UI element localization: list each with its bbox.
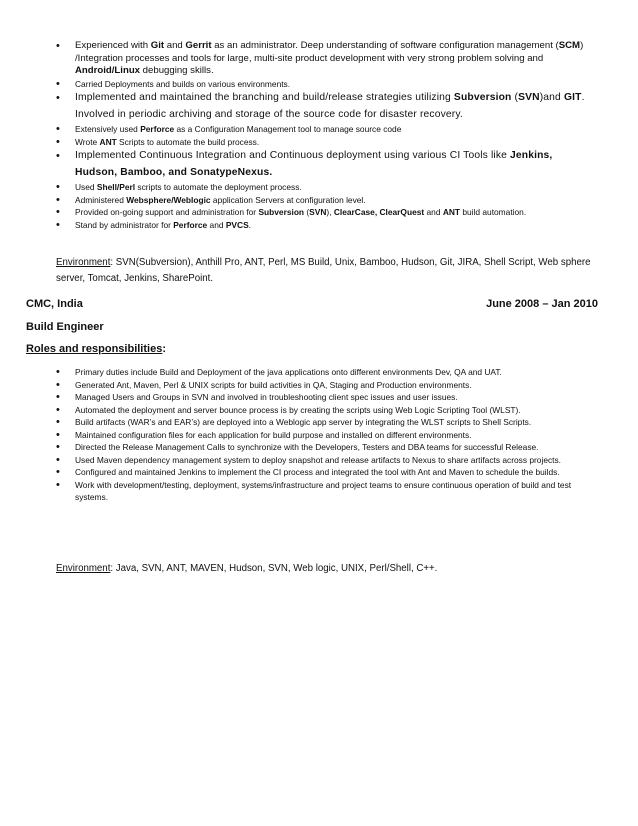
bullet-item — [56, 90, 590, 123]
bullet-text-segment: Subversion — [258, 207, 305, 218]
bullet-text-segment: Subversion — [453, 92, 512, 104]
bullet-text-segment: . — [248, 219, 251, 230]
experience-bullet-list-2 — [56, 366, 606, 504]
bullet-text: Build artifacts (WAR’s and EAR’s) are deployed into a Weblogic app server by integrating the WLST scripts to Shell Scripts. — [75, 417, 532, 427]
bullet-item — [56, 454, 606, 467]
environment-text: : SVN(Subversion), Anthill Pro, ANT, Perl, MS Build, Unix, Bamboo, Hudson, Git, JIRA, Shell Script, Web sphere server, Tomcat, Jenkins, SharePoint. — [56, 257, 591, 285]
roles-heading-label: Roles and responsibilities — [26, 343, 163, 355]
bullet-item — [56, 123, 590, 136]
company-name: CMC, India — [26, 298, 83, 310]
bullet-text: Generated Ant, Maven, Perl & UNIX scripts for build activities in QA, Staging and Production environments. — [75, 379, 472, 390]
bullet-text-segment: Android/Linux — [75, 65, 141, 77]
bullet-item — [56, 181, 590, 194]
bullet-item — [56, 466, 606, 479]
bullet-text-segment: Extensively used — [75, 124, 141, 135]
bullet-text-segment: as a Configuration Management tool to manage source code — [174, 124, 402, 135]
bullet-text-segment: ), — [326, 207, 334, 218]
bullet-text-segment: Experienced with — [75, 40, 151, 51]
environment-line-2 — [56, 561, 596, 577]
bullet-item — [56, 78, 590, 91]
bullet-item — [56, 391, 606, 404]
bullet-text-segment: and — [207, 219, 226, 230]
bullet-text-segment: Git — [150, 40, 165, 51]
bullet-item — [56, 206, 590, 219]
bullet-item — [56, 416, 606, 429]
bullet-text-segment: ( — [304, 207, 310, 218]
bullet-text-segment: )and — [539, 92, 564, 104]
environment-label: Environment — [56, 257, 111, 268]
bullet-item — [56, 148, 590, 181]
environment-text: : Java, SVN, ANT, MAVEN, Hudson, SVN, Web logic, UNIX, Perl/Shell, C++. — [110, 563, 438, 574]
bullet-text-segment: and — [424, 207, 443, 218]
bullet-text-segment: as an administrator. Deep understanding of software configuration management ( — [211, 40, 559, 51]
bullet-text-segment: Websphere/Weblogic — [126, 194, 211, 205]
bullet-item — [56, 194, 590, 207]
bullet-item — [56, 479, 606, 504]
bullet-text-segment: ) /Integration processes and tools for large, multi-site product development with very strong problem solving and — [75, 40, 584, 64]
bullet-text-segment: debugging skills. — [140, 65, 214, 77]
bullet-text-segment: Scripts to automate the build process. — [116, 136, 260, 147]
bullet-text: Directed the Release Management Calls to synchronize with the Developers, Testers and DBA teams for successful Release. — [75, 442, 539, 452]
bullet-text-segment: ANT — [99, 136, 117, 147]
bullet-text-segment: SVN — [518, 92, 540, 104]
bullet-text-segment: SVN — [309, 207, 327, 218]
bullet-text: Maintained configuration files for each application for build purpose and installed on different environments. — [75, 429, 472, 440]
bullet-text-segment: Provided on-going support and administration for — [75, 207, 259, 218]
bullet-item — [56, 40, 590, 78]
bullet-text-segment: Administered — [75, 194, 127, 205]
bullet-text-segment: ANT — [442, 207, 461, 218]
bullet-text-segment: PVCS — [225, 219, 249, 230]
bullet-text-segment: . Involved in periodic archiving and storage of the source code for disaster recovery. — [75, 92, 585, 120]
bullet-text-segment: Perforce — [140, 124, 175, 135]
experience-bullet-list-1 — [56, 40, 590, 231]
bullet-text: Automated the deployment and server bounce process is by creating the scripts using Web Logic Scripting Tool (WLST). — [75, 404, 521, 415]
roles-heading-colon: : — [162, 343, 166, 355]
bullet-text-segment: Implemented Continuous Integration and Continuous deployment using various CI Tools like — [75, 150, 511, 162]
bullet-text-segment: Shell/Perl — [96, 182, 136, 193]
bullet-text: Managed Users and Groups in SVN and involved in troubleshooting client spec issues and user issues. — [75, 392, 458, 402]
bullet-item — [56, 219, 590, 232]
bullet-item — [56, 379, 606, 392]
bullet-item — [56, 366, 606, 379]
bullet-text-segment: Used — [75, 182, 97, 193]
bullet-text-segment: Carried Deployments and builds on various environments. — [75, 78, 291, 89]
environment-line-1 — [56, 255, 596, 287]
bullet-text-segment: Perforce — [173, 219, 208, 230]
bullet-text-segment: Jenkins, Hudson, Bamboo, and SonatypeNexus. — [75, 150, 553, 178]
bullet-text-segment: build automation. — [460, 207, 527, 218]
bullet-text-segment: application Servers at configuration level. — [210, 194, 366, 205]
job-title: Build Engineer — [26, 321, 104, 333]
bullet-text-segment: Wrote — [75, 136, 100, 147]
bullet-item — [56, 441, 606, 454]
bullet-text-segment: ( — [511, 92, 519, 104]
bullet-item — [56, 404, 606, 417]
bullet-text-segment: Stand by administrator for — [75, 219, 174, 230]
bullet-text-segment: and — [164, 40, 186, 51]
bullet-text-segment: Gerrit — [185, 40, 212, 51]
environment-label: Environment — [56, 563, 111, 574]
bullet-text: Work with development/testing, deployment, systems/infrastructure and project teams to ensure continuous operation of build and test systems. — [75, 479, 572, 502]
job-dates: June 2008 – Jan 2010 — [486, 298, 598, 310]
bullet-item — [56, 136, 590, 149]
bullet-text-segment: scripts to automate the deployment process. — [135, 182, 302, 193]
bullet-text-segment: ClearCase, ClearQuest — [333, 207, 425, 218]
bullet-text-segment: SCM — [558, 40, 581, 51]
bullet-text: Used Maven dependency management system to deploy snapshot and release artifacts to Nexus to share artifacts across projects. — [75, 454, 562, 465]
bullet-text-segment: GIT — [563, 92, 582, 104]
bullet-text-segment: Implemented and maintained the branching and build/release strategies utilizing — [75, 92, 454, 104]
bullet-item — [56, 429, 606, 442]
roles-heading — [26, 343, 166, 355]
bullet-text: Primary duties include Build and Deployment of the java applications onto different environments Dev, QA and UAT. — [75, 367, 502, 377]
bullet-text: Configured and maintained Jenkins to implement the CI process and integrated the tool with Ant and Maven to schedule the builds. — [75, 467, 560, 477]
